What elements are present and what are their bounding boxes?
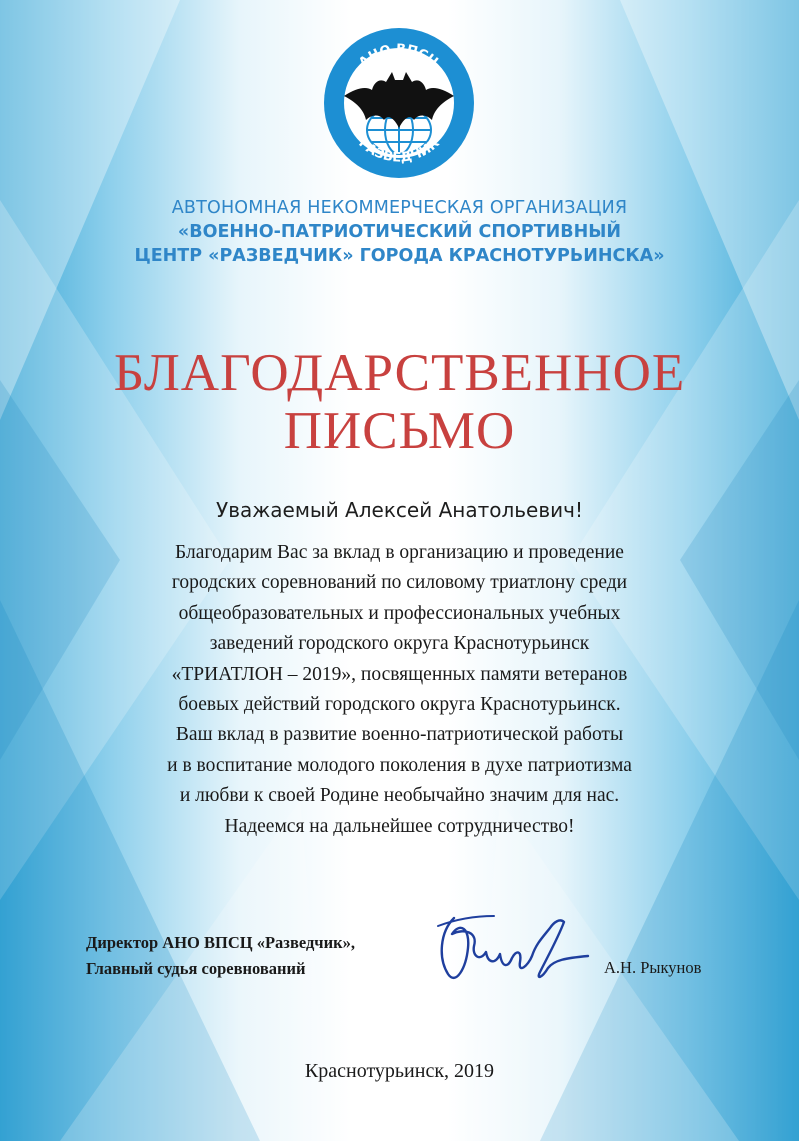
handwritten-signature-icon <box>424 898 594 998</box>
logo-top-text: АНО ВПСЦ <box>356 41 442 71</box>
document-title <box>0 344 799 460</box>
title-line-2: ПИСЬМО <box>283 402 516 460</box>
letter-body <box>0 538 799 842</box>
body-line: «ТРИАТЛОН – 2019», посвященных памяти ветеранов <box>171 663 628 685</box>
position-line-1: Директор АНО ВПСЦ «Разведчик», <box>86 933 355 952</box>
body-line: и в воспитание молодого поколения в духе патриотизма <box>167 754 632 776</box>
body-line: Надеемся на дальнейшее сотрудничество! <box>224 815 575 837</box>
body-line: боевых действий городского округа Краснотурьинск. <box>178 694 621 716</box>
signer-name: А.Н. Рыкунов <box>604 958 702 977</box>
body-line: Благодарим Вас за вклад в организацию и проведение <box>175 542 624 563</box>
org-line-2: «ВОЕННО-ПАТРИОТИЧЕСКИЙ СПОРТИВНЫЙ <box>177 222 622 242</box>
place-and-year: Краснотурьинск, 2019 <box>304 1060 495 1082</box>
org-line-1: АВТОНОМНАЯ НЕКОММЕРЧЕСКАЯ ОРГАНИЗАЦИЯ <box>171 198 628 218</box>
body-line: заведений городского округа Краснотурьинск <box>209 633 590 655</box>
signer-position <box>86 930 355 982</box>
body-line: общеобразовательных и профессиональных учебных <box>178 602 621 624</box>
org-line-3: ЦЕНТР «РАЗВЕДЧИК» ГОРОДА КРАСНОТУРЬИНСКА» <box>134 246 665 266</box>
body-line: Ваш вклад в развитие военно-патриотической работы <box>175 724 624 746</box>
position-line-2: Главный судья соревнований <box>86 959 306 978</box>
body-line: и любви к своей Родине необычайно значим для нас. <box>179 785 620 807</box>
title-line-1: БЛАГОДАРСТВЕННОЕ <box>113 344 686 402</box>
body-line: городских соревнований по силовому триатлону среди <box>171 572 628 594</box>
logo-bottom-text: РАЗВЕДЧИК <box>355 135 443 166</box>
organization-logo <box>322 26 476 180</box>
salutation: Уважаемый Алексей Анатольевич! <box>216 498 583 522</box>
organization-name <box>0 196 799 268</box>
